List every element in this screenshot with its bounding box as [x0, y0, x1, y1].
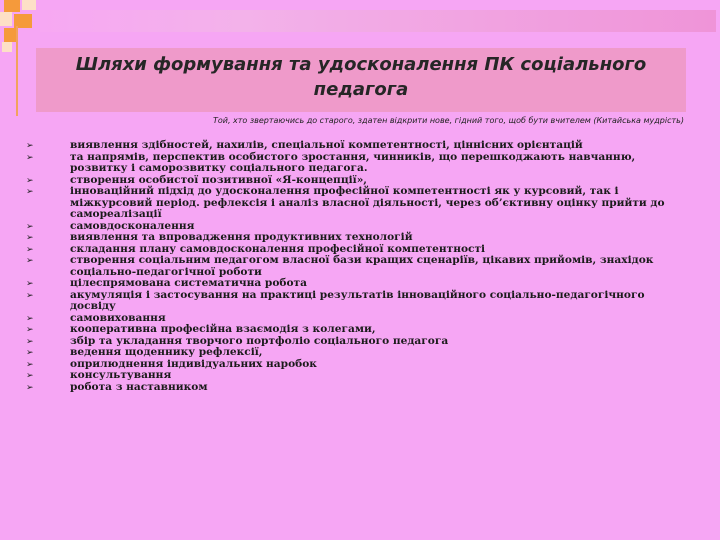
epigraph: Той, хто звертаючись до старого, здатен відкрити нове, гідний того, щоб бути вчителем (Китайська мудрість) — [212, 116, 684, 125]
decorative-square — [2, 42, 12, 52]
arrow-bullet-icon: ➢ — [26, 382, 34, 393]
arrow-bullet-icon: ➢ — [26, 313, 34, 324]
arrow-bullet-icon: ➢ — [26, 233, 34, 243]
arrow-bullet-icon: ➢ — [26, 336, 34, 347]
list-item-text: збір та укладання творчого портфоліо соціального педагога — [70, 334, 449, 347]
arrow-bullet-icon: ➢ — [26, 325, 34, 335]
list-item — [26, 382, 694, 394]
list-item-text: створення соціальним педагогом власної бази кращих сценаріїв, цікавих прийомів, знахідок соціально-педагогічної роботи — [70, 254, 654, 278]
list-item-text: самовдосконалення — [70, 219, 195, 232]
decorative-square — [0, 12, 12, 26]
arrow-bullet-icon: ➢ — [26, 256, 34, 266]
list-item-text: інноваційний підхід до удосконалення професійної компетентності як у курсовий, так і міжкурсовий період. рефлексія і аналіз власної діяльності, через об’єктивну оцінку прийти до самореалізації — [70, 185, 665, 220]
list-item-text: робота з наставником — [70, 380, 208, 393]
list-item — [26, 186, 694, 221]
arrow-bullet-icon: ➢ — [26, 141, 34, 151]
list-item-text: акумуляція і застосування на практиці результатів інноваційного соціально-педагогічного досвіду — [70, 288, 645, 312]
list-item — [26, 152, 694, 175]
list-item — [26, 255, 694, 278]
arrow-bullet-icon: ➢ — [26, 152, 34, 163]
arrow-bullet-icon: ➢ — [26, 290, 34, 301]
bullet-list — [26, 140, 694, 393]
list-item-text: створення особистої позитивної «Я-концепції», — [70, 173, 367, 186]
arrow-bullet-icon: ➢ — [26, 359, 34, 370]
arrow-bullet-icon: ➢ — [26, 221, 34, 232]
arrow-bullet-icon: ➢ — [26, 187, 34, 197]
top-decorative-bar — [40, 10, 716, 32]
arrow-bullet-icon: ➢ — [26, 279, 34, 289]
list-item-text: виявлення та впровадження продуктивних технологій — [70, 231, 413, 243]
list-item-text: цілеспрямована систематична робота — [70, 277, 307, 289]
list-item — [26, 290, 694, 313]
arrow-bullet-icon: ➢ — [26, 244, 34, 255]
arrow-bullet-icon: ➢ — [26, 371, 34, 381]
list-item-text: виявлення здібностей, нахилів, спеціальної компетентності, ціннісних орієнтацій — [70, 139, 583, 151]
list-item-text: самовиховання — [70, 311, 166, 324]
list-item-text: консультування — [70, 369, 172, 381]
decorative-vertical-line — [16, 26, 18, 116]
arrow-bullet-icon: ➢ — [26, 348, 34, 358]
decorative-square — [22, 0, 36, 10]
slide-title: Шляхи формування та удосконалення ПК соціального педагога — [75, 54, 647, 100]
list-item-text: кооперативна професійна взаємодія з колегами, — [70, 323, 376, 335]
list-item-text: оприлюднення індивідуальних наробок — [70, 357, 317, 370]
list-item-text: та напрямів, перспектив особистого зростання, чинників, що перешкоджають навчанню, розвитку і саморозвитку соціального педагога. — [70, 150, 636, 174]
arrow-bullet-icon: ➢ — [26, 175, 34, 186]
list-item-text: складання плану самовдосконалення професійної компетентності — [70, 242, 486, 255]
list-item-text: ведення щоденнику рефлексії, — [70, 346, 263, 358]
decorative-square — [4, 0, 20, 12]
